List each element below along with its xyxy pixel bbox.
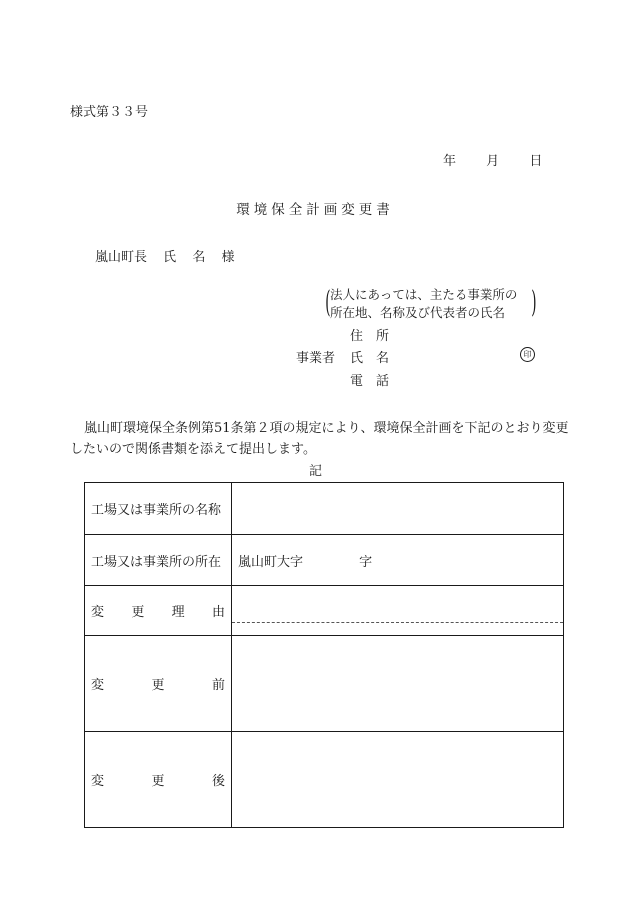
after-char: 後 [211,774,225,789]
date-month: 月 [486,154,500,169]
facility-name-field[interactable] [232,483,564,535]
after-char: 変 [91,774,105,789]
name-label: 氏 名 [350,351,390,366]
addressee-name-2: 名 [192,250,206,265]
date-day: 日 [529,154,543,169]
before-char: 変 [91,678,105,693]
addressee-office: 嵐山町長 [95,250,148,265]
document-title: 環境保全計画変更書 [236,202,394,218]
table-row [85,586,564,636]
after-change-field[interactable] [232,732,564,828]
note-paren-left: ( [325,285,331,320]
date-year: 年 [443,154,457,169]
phone-label: 電 話 [350,374,390,389]
after-char: 更 [151,774,165,789]
reason-char: 由 [211,605,225,620]
body-paragraph: 嵐山町環境保全条例第51条第２項の規定により、環境保全計画を下記のとおり変更したいので関係書類を添えて提出します。 [70,421,569,457]
note-line-2: 所在地、名称及び代表者の氏名 [330,305,506,320]
table-row [85,732,564,828]
operator-label: 事業者 [296,351,336,366]
after-change-label [85,732,232,828]
change-reason-field[interactable] [232,586,564,636]
dashed-divider [232,598,563,623]
note-paren-right: ) [531,285,537,320]
table-row [85,483,564,535]
facility-name-label: 工場又は事業所の名称 [85,483,232,535]
table-row [85,636,564,732]
facility-location-label: 工場又は事業所の所在 [85,535,232,586]
change-reason-label [85,586,232,636]
location-prefix: 嵐山町大字 [238,554,304,570]
address-label: 住 所 [350,329,390,344]
applicant-note [330,286,517,322]
facility-location-field[interactable] [232,535,564,586]
reason-char: 変 [91,605,105,620]
before-change-label [85,636,232,732]
form-number: 様式第３３号 [70,105,149,120]
date-line [443,150,542,169]
reason-char: 理 [171,605,185,620]
addressee [95,246,246,265]
before-char: 前 [211,678,225,693]
reason-char: 更 [131,605,145,620]
form-table [84,482,564,828]
note-line-1: 法人にあっては、主たる事業所の [330,287,518,302]
seal-mark: 印 [520,347,535,362]
ki-heading: 記 [309,464,323,479]
before-char: 更 [151,678,165,693]
table-row [85,535,564,586]
location-suffix: 字 [359,554,373,570]
addressee-honorific: 様 [221,250,235,265]
before-change-field[interactable] [232,636,564,732]
addressee-name-1: 氏 [163,250,177,265]
